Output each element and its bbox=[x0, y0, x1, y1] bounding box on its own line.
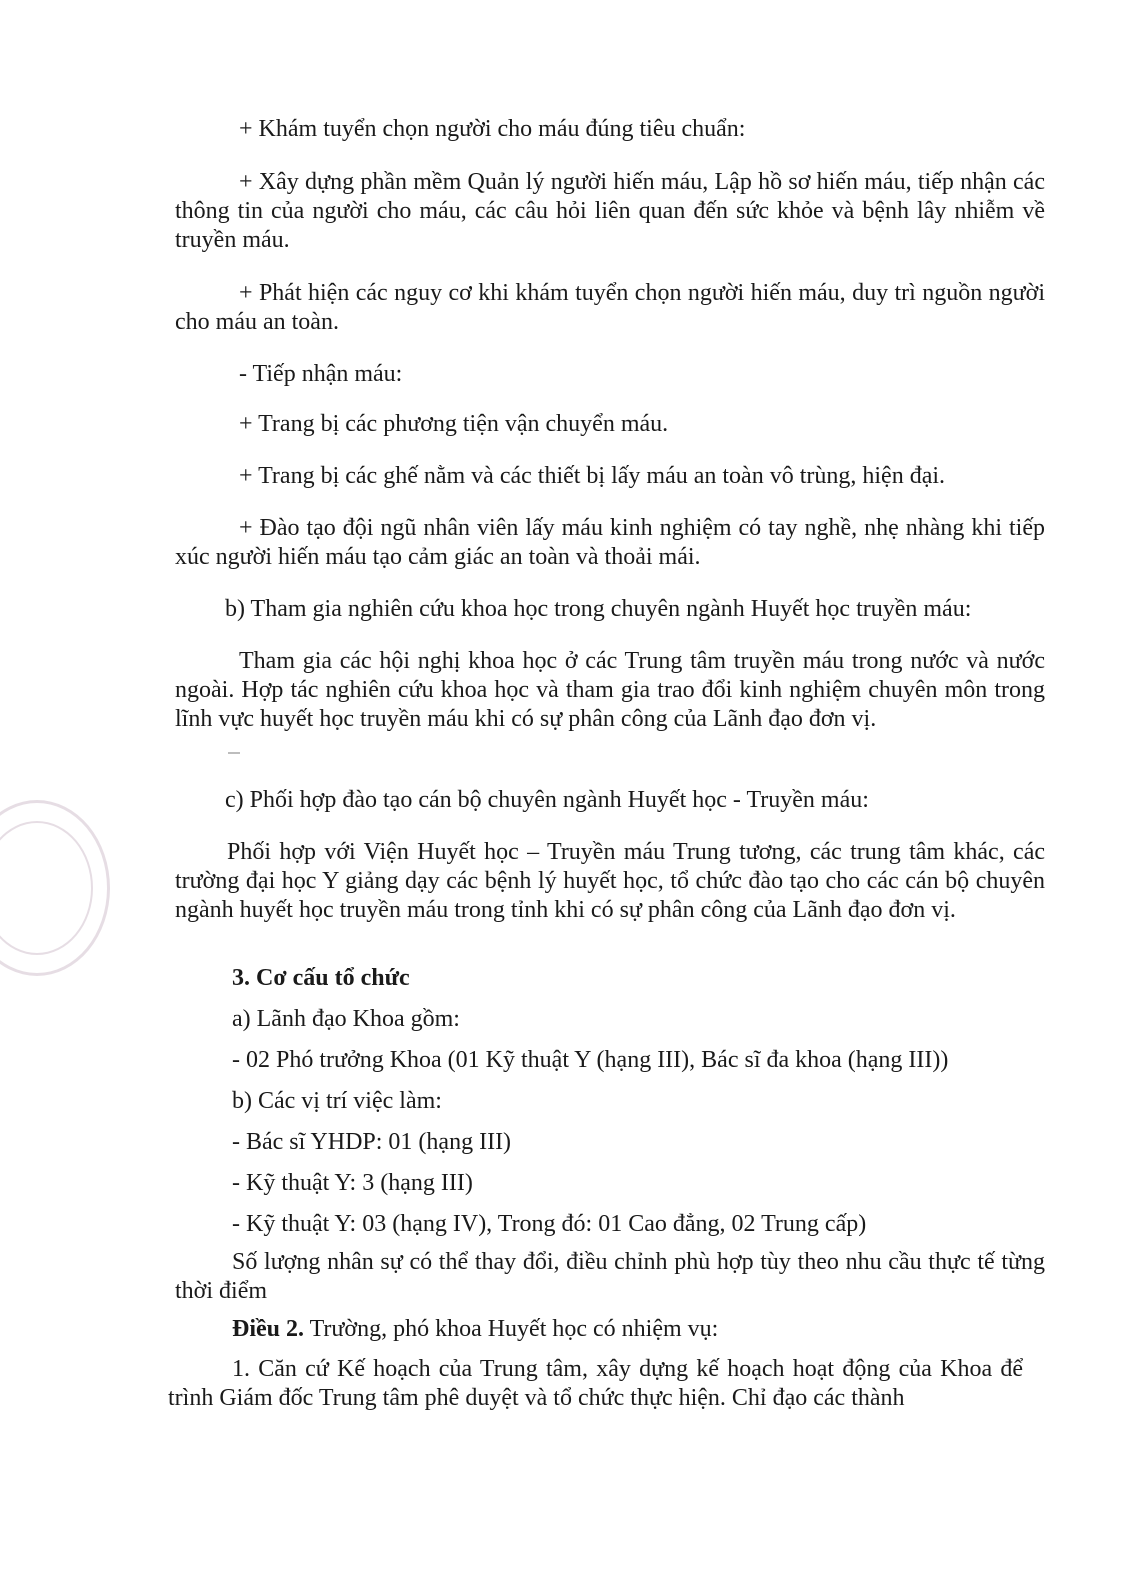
heading-lanh-dao-khoa: a) Lãnh đạo Khoa gồm: bbox=[232, 1006, 460, 1032]
heading-phoi-hop-dao-tao: c) Phối hợp đào tạo cán bộ chuyên ngành Huyết học - Truyền máu: bbox=[225, 787, 869, 813]
paragraph-so-luong-nhan-su: Số lượng nhân sự có thể thay đổi, điều chỉnh phù hợp tùy theo nhu cầu thực tế từng thời điểm bbox=[175, 1249, 1045, 1304]
dieu-2-label: Điều 2. bbox=[232, 1316, 304, 1342]
list-item-bac-si-yhdp: - Bác sĩ YHDP: 01 (hạng III) bbox=[232, 1129, 512, 1155]
paragraph-ghe-nam-thiet-bi: + Trang bị các ghế nằm và các thiết bị lấy máu an toàn vô trùng, hiện đại. bbox=[239, 463, 946, 489]
heading-co-cau-to-chuc: 3. Cơ cấu tổ chức bbox=[232, 965, 410, 991]
dieu-2-text: Trường, phó khoa Huyết học có nhiệm vụ: bbox=[304, 1316, 719, 1342]
paragraph-dao-tao-doi-ngu: + Đào tạo đội ngũ nhân viên lấy máu kinh nghiệm có tay nghề, nhẹ nhàng khi tiếp xúc người hiến máu tạo cảm giác an toàn và thoải mái. bbox=[175, 515, 1045, 570]
paragraph-dieu-2 bbox=[232, 1315, 1052, 1344]
paragraph-phoi-hop-vien: Phối hợp với Viện Huyết học – Truyền máu Trung tương, các trung tâm khác, các trường đại học Y giảng dạy các bệnh lý huyết học, tổ chức đào tạo cho các cán bộ chuyên ngành huyết học truyền máu trong tỉnh khi có sự phân công của Lãnh đạo đơn vị. bbox=[175, 839, 1045, 923]
list-item-pho-truong-khoa: - 02 Phó trưởng Khoa (01 Kỹ thuật Y (hạng III), Bác sĩ đa khoa (hạng III)) bbox=[232, 1047, 949, 1073]
paragraph-can-cu-ke-hoach: 1. Căn cứ Kế hoạch của Trung tâm, xây dựng kế hoạch hoạt động của Khoa để trình Giám đốc Trung tâm phê duyệt và tổ chức thực hiện. Chỉ đạo các thành bbox=[168, 1356, 1023, 1411]
scan-speck bbox=[228, 752, 240, 754]
stamp-inner-ring bbox=[0, 821, 93, 955]
paragraph-phuong-tien-van-chuyen: + Trang bị các phương tiện vận chuyển máu. bbox=[239, 411, 669, 437]
red-stamp-seal bbox=[0, 800, 110, 976]
paragraph-phat-hien-nguy-co: + Phát hiện các nguy cơ khi khám tuyển chọn người hiến máu, duy trì nguồn người cho máu an toàn. bbox=[175, 280, 1045, 335]
list-item-ky-thuat-y-hang-iii: - Kỹ thuật Y: 3 (hạng III) bbox=[232, 1170, 473, 1196]
paragraph-tham-gia-hoi-nghi: Tham gia các hội nghị khoa học ở các Trung tâm truyền máu trong nước và nước ngoài. Hợp tác nghiên cứu khoa học và tham gia trao đổi kinh nghiệm chuyên môn trong lĩnh vực huyết học truyền máu khi có sự phân công của Lãnh đạo đơn vị. bbox=[175, 648, 1045, 732]
heading-nghien-cuu-khoa-hoc: b) Tham gia nghiên cứu khoa học trong chuyên ngành Huyết học truyền máu: bbox=[225, 596, 972, 622]
paragraph-xay-dung-phan-mem: + Xây dựng phần mềm Quản lý người hiến máu, Lập hồ sơ hiến máu, tiếp nhận các thông tin của người cho máu, các câu hỏi liên quan đến sức khỏe và bệnh lây nhiễm về truyền máu. bbox=[175, 169, 1045, 253]
paragraph-kham-tuyen-chon: + Khám tuyển chọn người cho máu đúng tiêu chuẩn: bbox=[239, 116, 746, 142]
heading-vi-tri-viec-lam: b) Các vị trí việc làm: bbox=[232, 1088, 442, 1114]
paragraph-tiep-nhan-mau: - Tiếp nhận máu: bbox=[239, 361, 403, 387]
list-item-ky-thuat-y-hang-iv: - Kỹ thuật Y: 03 (hạng IV), Trong đó: 01 Cao đẳng, 02 Trung cấp) bbox=[232, 1211, 867, 1237]
